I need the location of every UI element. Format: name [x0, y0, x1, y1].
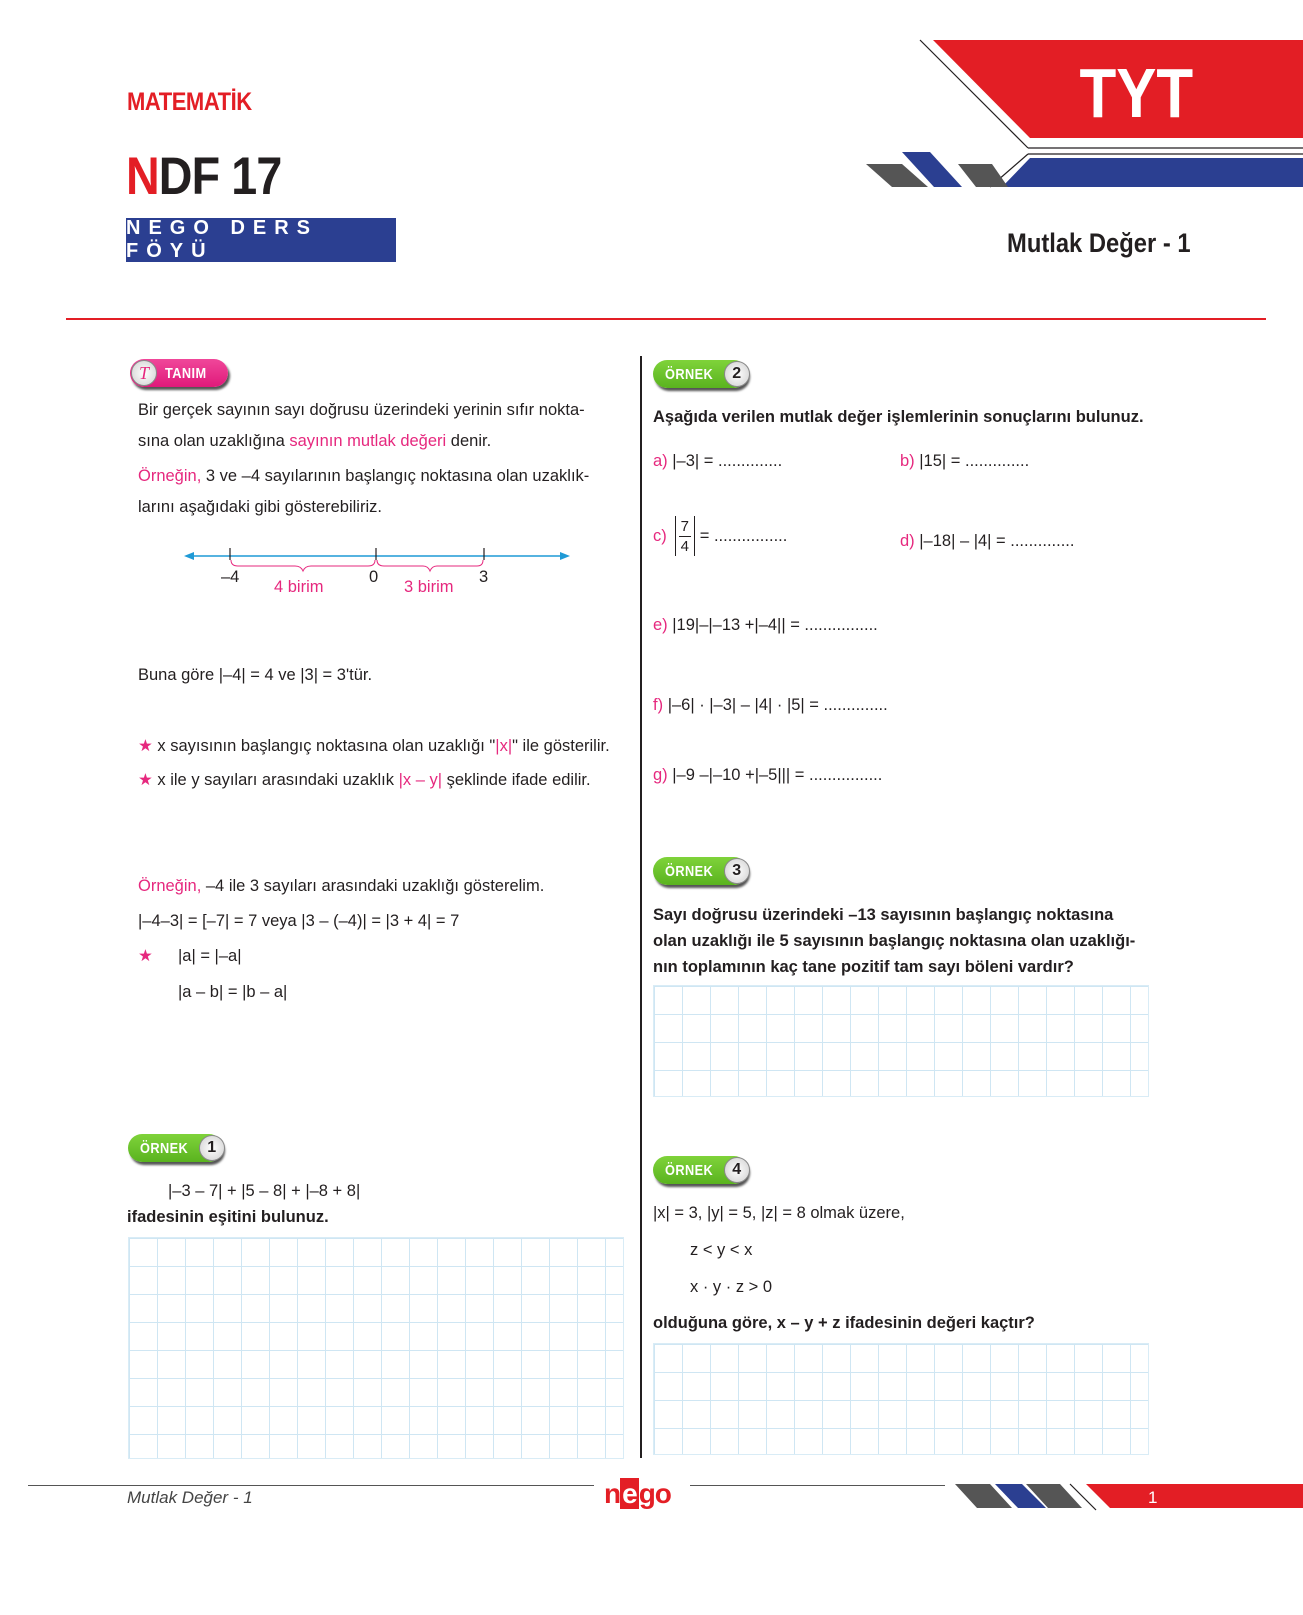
item-label: c): [653, 526, 667, 545]
abs-bar: [675, 516, 676, 556]
rule-1: [138, 735, 610, 757]
ornek-4-badge: [653, 1156, 748, 1184]
tick-label: 0: [369, 568, 379, 586]
question-line: olan uzaklığı ile 5 sayısının başlangıç noktasına olan uzaklığı-: [653, 932, 1136, 950]
brace-left: [231, 560, 375, 571]
item-expression: |–18| – |4| = ..............: [919, 532, 1075, 550]
definition-text: [138, 395, 628, 523]
example-intro: [138, 875, 544, 897]
exam-label: TYT: [1079, 54, 1193, 132]
footer-line-left: [28, 1485, 594, 1486]
property-1: |a| = |–a|: [178, 947, 242, 965]
numerator: 7: [680, 517, 689, 535]
ornek-2-badge: [653, 360, 748, 388]
footer-line-right: [690, 1485, 945, 1486]
item-expression: |–3| = ..............: [672, 452, 783, 470]
right-arrow-icon: [560, 552, 570, 560]
ornek-number: 2: [724, 361, 750, 387]
tanim-badge: [130, 359, 228, 387]
ornek-1-badge: [128, 1134, 223, 1162]
highlight-term: |x|: [495, 737, 513, 755]
brace-right: [377, 560, 483, 571]
footer-stripes-graphic: [950, 1480, 1303, 1512]
tanim-label: TANIM: [165, 364, 207, 382]
item-label: b): [900, 452, 915, 470]
item-expression: |–9 –|–10 +|–5||| = ................: [672, 766, 883, 784]
ornek-3-badge: [653, 857, 748, 885]
tick-label: 3: [479, 568, 489, 586]
ornek-2-question: Aşağıda verilen mutlak değer işlemlerinin sonuçlarını bulunuz.: [653, 408, 1144, 426]
text: şeklinde ifade edilir.: [442, 771, 591, 789]
distance-label: 4 birim: [274, 578, 324, 596]
logo-part: n: [604, 1478, 621, 1509]
left-arrow-icon: [184, 552, 194, 560]
ornek-2-item-e: [653, 614, 878, 636]
column-divider: [640, 356, 642, 1458]
footer-title: Mutlak Değer - 1: [127, 1488, 253, 1507]
ornek-1-expression: |–3 – 7| + |5 – 8| + |–8 + 8|: [168, 1182, 361, 1200]
distance-label: 3 birim: [404, 578, 454, 596]
ornek-2-item-g: [653, 764, 882, 786]
item-label: f): [653, 696, 664, 714]
ornek-2-item-b: [900, 450, 1029, 472]
ornek-4-condition-1: z < y < x: [690, 1241, 753, 1259]
nego-logo: [604, 1478, 671, 1510]
denominator: 4: [680, 537, 689, 555]
header-divider: [66, 318, 1266, 320]
text: x sayısının başlangıç noktasına olan uzaklığı ": [157, 737, 496, 755]
text: sına olan uzaklığına: [138, 432, 290, 450]
topic-title: Mutlak Değer - 1: [1007, 228, 1191, 258]
ornek-1-answer-grid[interactable]: [128, 1237, 624, 1459]
ornek-3-question: [653, 902, 1135, 980]
result-text: Buna göre |–4| = 4 ve |3| = 3'tür.: [138, 666, 373, 684]
text: 3 ve –4 sayılarının başlangıç noktasına olan uzaklık-: [201, 467, 590, 485]
tick-label: –4: [221, 568, 240, 586]
example-label: Örneğin,: [138, 877, 202, 895]
item-label: a): [653, 452, 668, 470]
code-rest: DF 17: [158, 147, 282, 206]
abs-bar: [694, 516, 695, 556]
ornek-number: 3: [724, 858, 750, 884]
ornek-4-condition-2: x · y · z > 0: [690, 1278, 773, 1296]
item-label: d): [900, 532, 915, 550]
example-line-1: [138, 461, 628, 492]
definition-icon: T: [131, 360, 157, 386]
star-icon: ★: [138, 737, 153, 755]
highlight-term: |x – y|: [398, 771, 442, 789]
item-expression: |19|–|–13 +|–4|| = ................: [672, 616, 878, 634]
ornek-number: 1: [199, 1135, 225, 1161]
definition-line-2: [138, 426, 628, 457]
ornek-2-item-f: [653, 694, 888, 716]
question-line: Sayı doğrusu üzerindeki –13 sayısının başlangıç noktasına: [653, 906, 1114, 924]
ornek-3-answer-grid[interactable]: [653, 985, 1149, 1097]
ornek-label: ÖRNEK: [665, 365, 714, 383]
question-line: nın toplamının kaç tane pozitif tam sayı böleni vardır?: [653, 958, 1074, 976]
number-line: [180, 540, 580, 600]
ornek-1-question: ifadesinin eşitini bulunuz.: [127, 1208, 329, 1226]
star-icon: ★: [138, 771, 153, 789]
ornek-2-item-d: [900, 530, 1074, 552]
definition-line-1: Bir gerçek sayının sayı doğrusu üzerindeki yerinin sıfır nokta-: [138, 401, 585, 419]
fraction: [679, 519, 691, 554]
logo-part: go: [638, 1478, 671, 1509]
example-label: Örneğin,: [138, 467, 202, 485]
rule-2: [138, 769, 591, 791]
ornek-label: ÖRNEK: [665, 862, 714, 880]
ornek-number: 4: [724, 1157, 750, 1183]
ornek-2-item-a: [653, 450, 782, 472]
item-label: e): [653, 616, 668, 634]
ornek-2-item-c: [653, 516, 787, 556]
logo-part: e: [622, 1478, 637, 1509]
text: " ile gösterilir.: [512, 737, 610, 755]
item-expression: = ................: [699, 526, 788, 545]
subject-title: MATEMATİK: [127, 88, 252, 116]
text: x ile y sayıları arasındaki uzaklık: [157, 771, 399, 789]
tyt-banner-graphic: [830, 30, 1303, 190]
ornek-4-question: olduğuna göre, x – y + z ifadesinin değeri kaçtır?: [653, 1314, 1035, 1332]
property-2: |a – b| = |b – a|: [178, 983, 288, 1001]
code-prefix: N: [126, 147, 159, 206]
item-expression: |15| = ..............: [919, 452, 1030, 470]
item-label: g): [653, 766, 668, 784]
example-equation: |–4–3| = [–7| = 7 veya |3 – (–4)| = |3 + 4| = 7: [138, 912, 460, 930]
text: –4 ile 3 sayıları arasındaki uzaklığı gösterelim.: [201, 877, 545, 895]
example-line-2: larını aşağıdaki gibi gösterebiliriz.: [138, 498, 382, 516]
series-banner: NEGO DERS FÖYÜ: [126, 218, 396, 262]
text: denir.: [446, 432, 492, 450]
ornek-4-answer-grid[interactable]: [653, 1343, 1149, 1455]
star-icon: ★: [138, 947, 153, 965]
item-expression: |–6| · |–3| – |4| · |5| = ..............: [667, 696, 888, 714]
ornek-label: ÖRNEK: [665, 1161, 714, 1179]
ornek-label: ÖRNEK: [140, 1139, 189, 1157]
ornek-4-given: |x| = 3, |y| = 5, |z| = 8 olmak üzere,: [653, 1204, 905, 1222]
highlight-term: sayının mutlak değeri: [289, 432, 447, 450]
document-code: [126, 147, 282, 206]
page-number: 1: [1148, 1488, 1158, 1507]
